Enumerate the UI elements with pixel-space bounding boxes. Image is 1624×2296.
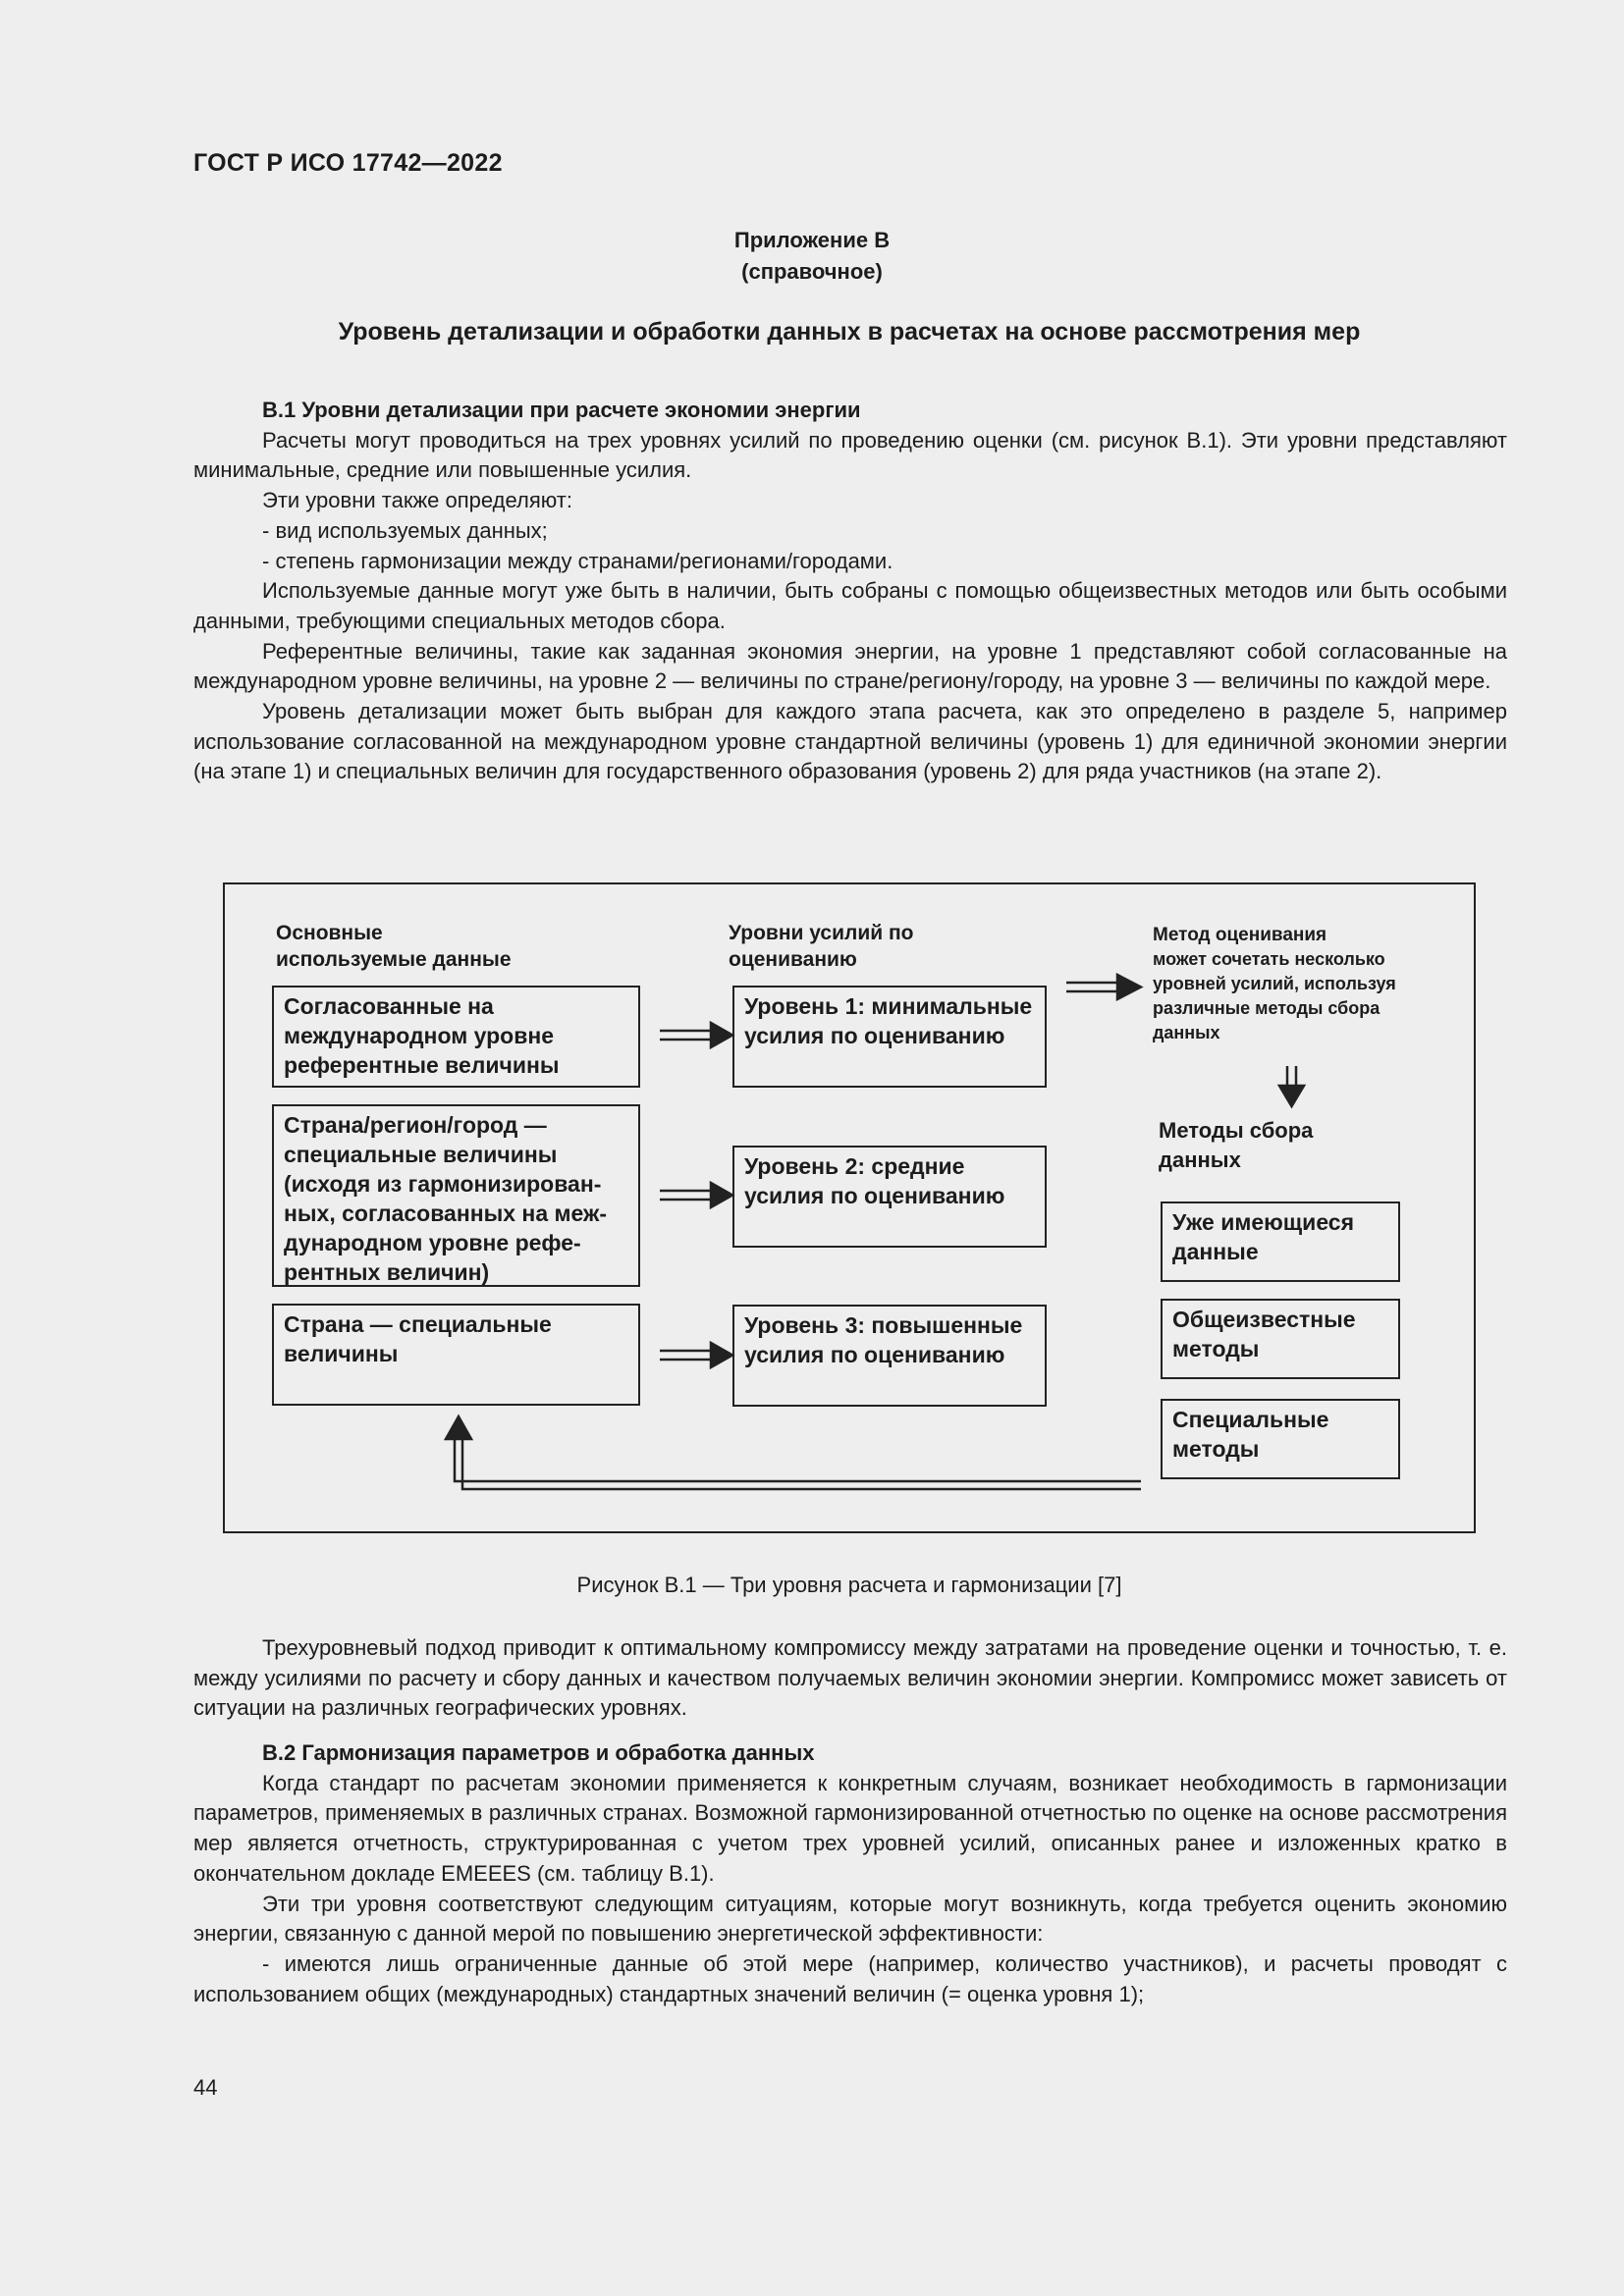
data-box-country-region-city: Страна/регион/город — специальные величины (исходя из гармонизирован- ных, согласованных на меж- дународном уровне рефе- рентных величин) xyxy=(272,1104,640,1287)
appendix-title: Приложение В xyxy=(733,228,891,252)
page-header-standard: ГОСТ Р ИСО 17742—2022 xyxy=(193,149,503,177)
method-box-existing-data: Уже имеющиеся данные xyxy=(1161,1201,1400,1282)
section-b1-heading: В.1 Уровни детализации при расчете экономии энергии xyxy=(262,398,861,422)
paragraph: Эти уровни также определяют: xyxy=(262,488,572,513)
arrow-feedback-head xyxy=(446,1416,471,1439)
section-b2-heading: В.2 Гармонизация параметров и обработка данных xyxy=(262,1740,815,1765)
arrow-data-to-level-1 xyxy=(660,1023,732,1047)
appendix-subtitle: (справочное) xyxy=(741,259,883,284)
method-box-common-methods: Общеизвестные методы xyxy=(1161,1299,1400,1379)
figure-caption: Рисунок В.1 — Три уровня расчета и гармонизации [7] xyxy=(576,1573,1122,1597)
document-title: Уровень детализации и обработки данных в расчетах на основе рассмотрения мер xyxy=(338,318,1361,346)
paragraph: Уровень детализации может быть выбран для каждого этапа расчета, как это определено в разделе 5, например использование согласованной на международном уровне стандартной величины (уровень 1) для единичной экономии энергии (на этапе 1) и специальных величин для государственного образования (уровень 2) для ряда участников (на этапе 2). xyxy=(193,699,1507,784)
arrow-feedback-loop xyxy=(455,1435,1141,1489)
level-box-3: Уровень 3: повышенные усилия по оцениванию xyxy=(732,1305,1047,1407)
list-item: - имеются лишь ограниченные данные об этой мере (например, количество участников), и расчеты проводят с использованием общих (международных) стандартных значений величин (= оценка уровня 1); xyxy=(193,1950,1507,2006)
arrow-level-to-method xyxy=(1066,975,1141,999)
level-box-2: Уровень 2: средние усилия по оцениванию xyxy=(732,1146,1047,1248)
section-b2 xyxy=(193,1738,1507,2009)
paragraph: Эти три уровня соответствуют следующим ситуациям, которые могут возникнуть, когда требуется оценить экономию энергии, связанную с данной мерой по повышению энергетической эффективности: xyxy=(193,1891,1507,1947)
list-item: - степень гармонизации между странами/регионами/городами. xyxy=(262,548,893,573)
arrow-data-to-level-2 xyxy=(660,1183,732,1207)
data-box-country: Страна — специальные величины xyxy=(272,1304,640,1406)
data-box-harmonized: Согласованные на международном уровне референтные величины xyxy=(272,986,640,1088)
method-box-special-methods: Специальные методы xyxy=(1161,1399,1400,1479)
paragraph: Трехуровневый подход приводит к оптимальному компромиссу между затратами на проведение оценки и точностью, т. е. между усилиями по расчету и сбору данных и качеством получаемых величин экономии энергии. Компромисс может зависеть от ситуации на различных географических уровнях. xyxy=(193,1635,1507,1721)
list-item: - вид используемых данных; xyxy=(262,517,548,543)
arrow-data-to-level-3 xyxy=(660,1343,732,1367)
figure-col2-heading: Уровни усилий по оцениванию xyxy=(729,922,914,971)
paragraph: Когда стандарт по расчетам экономии применяется к конкретным случаям, возникает необходимость в гармонизации параметров, применяемых в различных странах. Возможной гармонизированной отчетностью по оценке на основе рассмотрения мер является отчетность, структурированная с учетом трех уровней усилий, описанных ранее и изложенных кратко в окончательном докладе EMEEES (см. таблицу В.1). xyxy=(193,1770,1507,1886)
page-number: 44 xyxy=(193,2075,218,2100)
figure-method-label: Метод оценивания может сочетать несколько уровней усилий, используя различные методы сбора данных xyxy=(1153,925,1396,1042)
paragraph: Расчеты могут проводиться на трех уровнях усилий по проведению оценки (см. рисунок В.1). Эти уровни представляют минимальные, средние или повышенные усилия. xyxy=(193,427,1507,483)
level-box-1: Уровень 1: минимальные усилия по оцениванию xyxy=(732,986,1047,1088)
figure-collection-heading: Методы сбора данных xyxy=(1159,1118,1314,1172)
figure-col1-heading: Основные используемые данные xyxy=(276,922,512,971)
arrow-method-down xyxy=(1279,1066,1304,1106)
paragraph: Референтные величины, такие как заданная экономия энергии, на уровне 1 представляют собой согласованные на международном уровне величины, на уровне 2 — величины по стране/региону/городу, на уровне 3 — величины по каждой мере. xyxy=(193,638,1507,694)
paragraph: Используемые данные могут уже быть в наличии, быть собраны с помощью общеизвестных методов или быть особыми данными, требующими специальных методов сбора. xyxy=(193,578,1507,633)
after-figure-text xyxy=(193,1633,1507,1724)
